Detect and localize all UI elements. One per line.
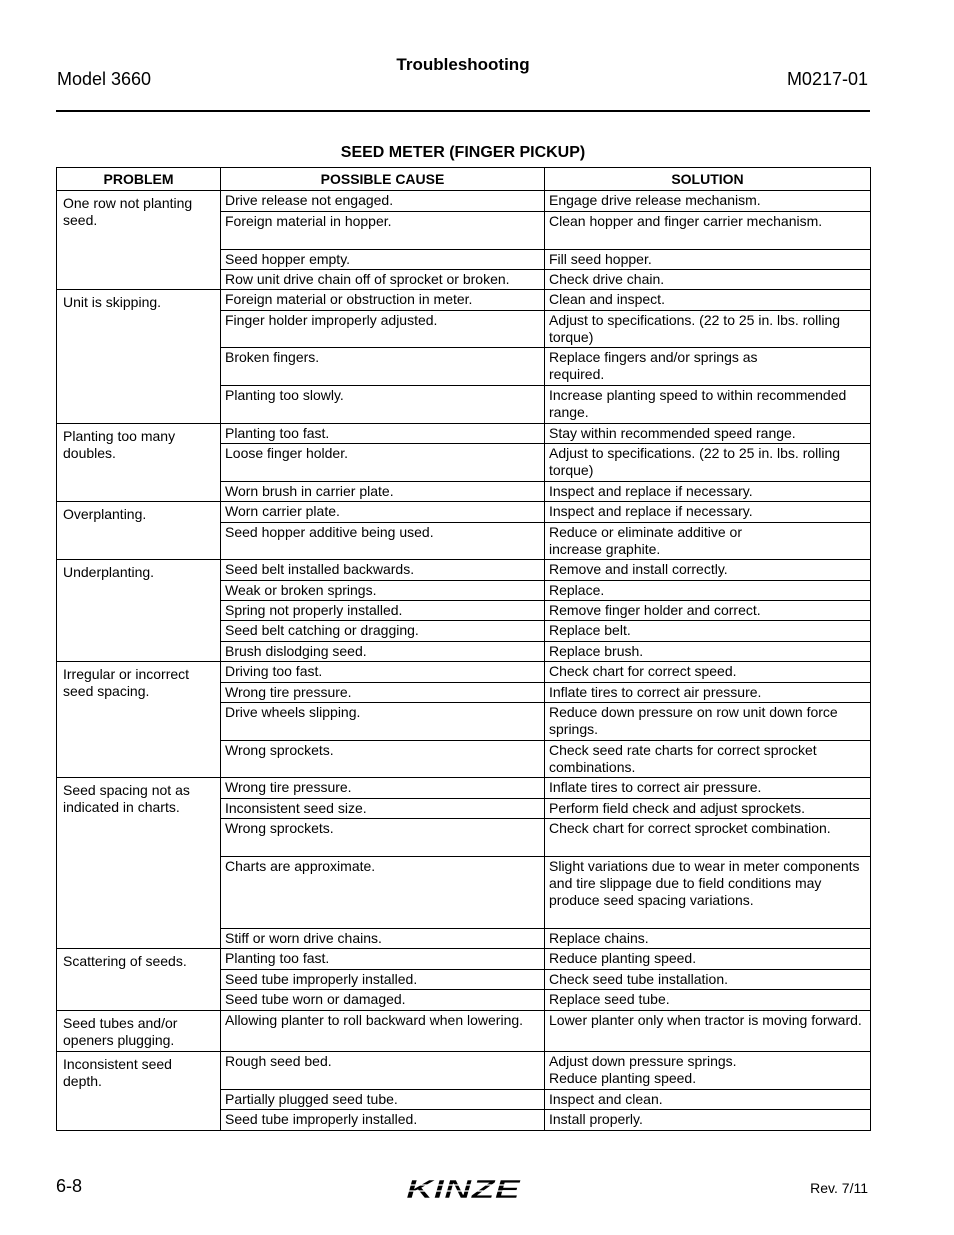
cause-cell: Drive release not engaged. [221, 191, 545, 212]
solution-cell: Inflate tires to correct air pressure. [545, 778, 871, 799]
kinze-logo [403, 1176, 523, 1202]
column-header-solution: SOLUTION [545, 168, 871, 191]
solution-cell: Inflate tires to correct air pressure. [545, 683, 871, 703]
cause-cell: Foreign material in hopper. [221, 212, 545, 250]
problem-cell: One row not planting seed. [57, 191, 221, 290]
cause-cell: Brush dislodging seed. [221, 642, 545, 662]
cause-cell: Spring not properly installed. [221, 601, 545, 621]
cause-cell: Inconsistent seed size. [221, 799, 545, 819]
cause-cell: Drive wheels slipping. [221, 703, 545, 741]
solution-cell: Replace chains. [545, 929, 871, 949]
solution-cell: Increase planting speed to within recommended range. [545, 386, 871, 424]
cause-cell: Seed belt catching or dragging. [221, 621, 545, 642]
solution-cell: Remove and install correctly. [545, 560, 871, 581]
solution-cell: Stay within recommended speed range. [545, 424, 871, 444]
problem-cell: Seed spacing not as indicated in charts. [57, 778, 221, 949]
cause-cell: Broken fingers. [221, 348, 545, 386]
troubleshooting-table [56, 167, 871, 1131]
cause-cell: Stiff or worn drive chains. [221, 929, 545, 949]
section-title: Troubleshooting [396, 55, 530, 74]
solution-cell: Slight variations due to wear in meter components and tire slippage due to field conditions may produce seed spacing variations. [545, 857, 871, 929]
solution-cell: Inspect and replace if necessary. [545, 482, 871, 502]
solution-cell: Adjust to specifications. (22 to 25 in. lbs. rolling torque) [545, 311, 871, 348]
column-header-possible-cause: POSSIBLE CAUSE [221, 168, 545, 191]
model-label: Model 3660 [57, 69, 152, 89]
solution-cell: Check seed rate charts for correct sprocket combinations. [545, 741, 871, 778]
solution-cell: Check drive chain. [545, 270, 871, 290]
solution-cell: Replace seed tube. [545, 990, 871, 1011]
problem-cell: Unit is skipping. [57, 290, 221, 424]
table-row [57, 662, 871, 683]
solution-cell: Perform field check and adjust sprockets. [545, 799, 871, 819]
solution-cell: Replace brush. [545, 642, 871, 662]
solution-cell: Adjust to specifications. (22 to 25 in. lbs. rolling torque) [545, 444, 871, 482]
problem-cell: Planting too many doubles. [57, 424, 221, 502]
table-row [57, 560, 871, 581]
cause-cell: Foreign material or obstruction in meter. [221, 290, 545, 311]
cause-cell: Row unit drive chain off of sprocket or broken. [221, 270, 545, 290]
table-header-row [57, 168, 871, 191]
table-row [57, 502, 871, 523]
solution-cell: Reduce down pressure on row unit down force springs. [545, 703, 871, 741]
cause-cell: Wrong tire pressure. [221, 683, 545, 703]
logo-wordmark: KINZE [406, 1176, 521, 1202]
solution-cell: Remove finger holder and correct. [545, 601, 871, 621]
solution-cell: Adjust down pressure springs. Reduce planting speed. [545, 1052, 871, 1090]
table-row [57, 290, 871, 311]
cause-cell: Weak or broken springs. [221, 581, 545, 601]
solution-cell: Reduce planting speed. [545, 949, 871, 970]
solution-cell: Replace fingers and/or springs as required. [545, 348, 871, 386]
cause-cell: Wrong sprockets. [221, 819, 545, 857]
solution-cell: Engage drive release mechanism. [545, 191, 871, 212]
cause-cell: Worn brush in carrier plate. [221, 482, 545, 502]
cause-cell: Driving too fast. [221, 662, 545, 683]
cause-cell: Seed belt installed backwards. [221, 560, 545, 581]
table-row [57, 424, 871, 444]
cause-cell: Seed tube improperly installed. [221, 970, 545, 990]
cause-cell: Seed hopper additive being used. [221, 523, 545, 560]
solution-cell: Check seed tube installation. [545, 970, 871, 990]
solution-cell: Inspect and replace if necessary. [545, 502, 871, 523]
manual-number: M0217-01 [786, 69, 868, 89]
solution-cell: Inspect and clean. [545, 1090, 871, 1110]
cause-cell: Seed hopper empty. [221, 250, 545, 270]
table-row [57, 949, 871, 970]
cause-cell: Wrong tire pressure. [221, 778, 545, 799]
problem-cell: Irregular or incorrect seed spacing. [57, 662, 221, 778]
cause-cell: Planting too fast. [221, 949, 545, 970]
solution-cell: Check chart for correct speed. [545, 662, 871, 683]
table-body [57, 191, 871, 1131]
problem-cell: Seed tubes and/or openers plugging. [57, 1011, 221, 1052]
solution-cell: Reduce or eliminate additive or increase graphite. [545, 523, 871, 560]
cause-cell: Wrong sprockets. [221, 741, 545, 778]
solution-cell: Lower planter only when tractor is moving forward. [545, 1011, 871, 1052]
solution-cell: Replace. [545, 581, 871, 601]
table-row [57, 1052, 871, 1090]
revision-date: Rev. 7/11 [810, 1180, 868, 1196]
table-row [57, 1011, 871, 1052]
cause-cell: Planting too fast. [221, 424, 545, 444]
solution-cell: Install properly. [545, 1110, 871, 1131]
column-header-problem: PROBLEM [57, 168, 221, 191]
cause-cell: Worn carrier plate. [221, 502, 545, 523]
cause-cell: Seed tube improperly installed. [221, 1110, 545, 1131]
table-row [57, 191, 871, 212]
cause-cell: Partially plugged seed tube. [221, 1090, 545, 1110]
page-number: 6-8 [56, 1176, 83, 1196]
solution-cell: Clean and inspect. [545, 290, 871, 311]
cause-cell: Loose finger holder. [221, 444, 545, 482]
cause-cell: Allowing planter to roll backward when lowering. [221, 1011, 545, 1052]
cause-cell: Seed tube worn or damaged. [221, 990, 545, 1011]
solution-cell: Fill seed hopper. [545, 250, 871, 270]
table-title: SEED METER (FINGER PICKUP) [340, 144, 586, 161]
problem-cell: Underplanting. [57, 560, 221, 662]
problem-cell: Inconsistent seed depth. [57, 1052, 221, 1131]
cause-cell: Finger holder improperly adjusted. [221, 311, 545, 348]
problem-cell: Overplanting. [57, 502, 221, 560]
cause-cell: Charts are approximate. [221, 857, 545, 929]
cause-cell: Rough seed bed. [221, 1052, 545, 1090]
solution-cell: Clean hopper and finger carrier mechanism. [545, 212, 871, 250]
problem-cell: Scattering of seeds. [57, 949, 221, 1011]
solution-cell: Check chart for correct sprocket combination. [545, 819, 871, 857]
table-row [57, 778, 871, 799]
solution-cell: Replace belt. [545, 621, 871, 642]
cause-cell: Planting too slowly. [221, 386, 545, 424]
header-divider [56, 110, 870, 112]
